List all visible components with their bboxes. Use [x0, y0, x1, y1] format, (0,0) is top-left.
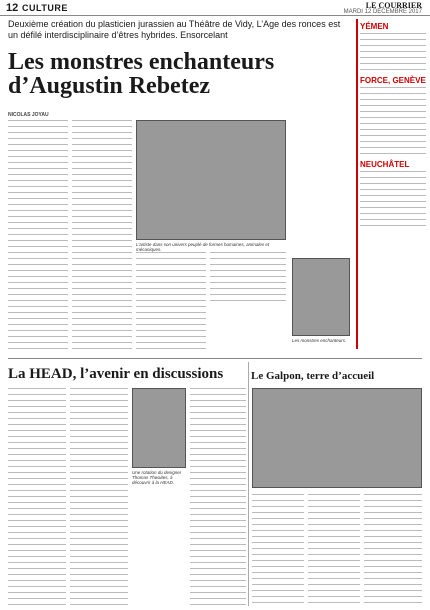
sidebar-heading: NEUCHÂTEL: [360, 160, 410, 169]
page-number: 12: [6, 2, 19, 14]
lead-photo: [136, 120, 286, 240]
story2-photo: [132, 388, 186, 468]
article-column-3: [136, 252, 206, 350]
article-column-2: [72, 120, 132, 350]
story2-headline: La HEAD, l’avenir en discussions: [8, 366, 224, 382]
article-column-1: [8, 120, 68, 350]
byline: NICOLAS JOYAU: [8, 112, 49, 118]
news-sidebar: [356, 19, 426, 349]
section-divider: [8, 358, 422, 359]
headline: Les monstres enchanteurs d’Augustin Rebetez: [8, 49, 275, 99]
section-label: CULTURE: [22, 3, 68, 13]
masthead: LE COURRIER: [365, 1, 422, 10]
story2-col-1: [8, 388, 66, 606]
sidebar-text: [360, 33, 426, 73]
sidebar-heading: YÉMEN: [360, 22, 389, 31]
secondary-caption: Les monstres enchanteurs.: [292, 338, 347, 343]
secondary-photo: [292, 258, 350, 336]
story3-col-2: [308, 494, 360, 606]
lead-photo-caption: L’artiste dans son univers peuplé de formes humaines, animales et mécaniques.: [136, 242, 270, 252]
page-header: [0, 0, 430, 16]
kicker: Deuxième création du plasticien jurassien au Théâtre de Vidy, L’Age des ronces est un défilé interdisciplinaire d’êtres hybrides. Ensorcelant: [8, 19, 341, 40]
story3-photo: [252, 388, 422, 488]
sidebar-heading: FORCE, GENÈVE: [360, 76, 426, 85]
sidebar-text: [360, 171, 426, 231]
story2-caption: Une rotation du designer Thomas Thwaites, à découvrir à la HEAD.: [132, 470, 182, 485]
story2-col-2: [70, 388, 128, 606]
issue-date: MARDI 12 DÉCEMBRE 2017: [343, 9, 422, 15]
story2-col-3: [190, 388, 246, 606]
story3-col-3: [364, 494, 422, 606]
article-column-4: [210, 252, 286, 302]
story3-col-1: [252, 494, 304, 606]
sidebar-text: [360, 87, 426, 157]
story3-headline: Le Galpon, terre d’accueil: [251, 370, 375, 382]
column-rule: [248, 362, 249, 606]
